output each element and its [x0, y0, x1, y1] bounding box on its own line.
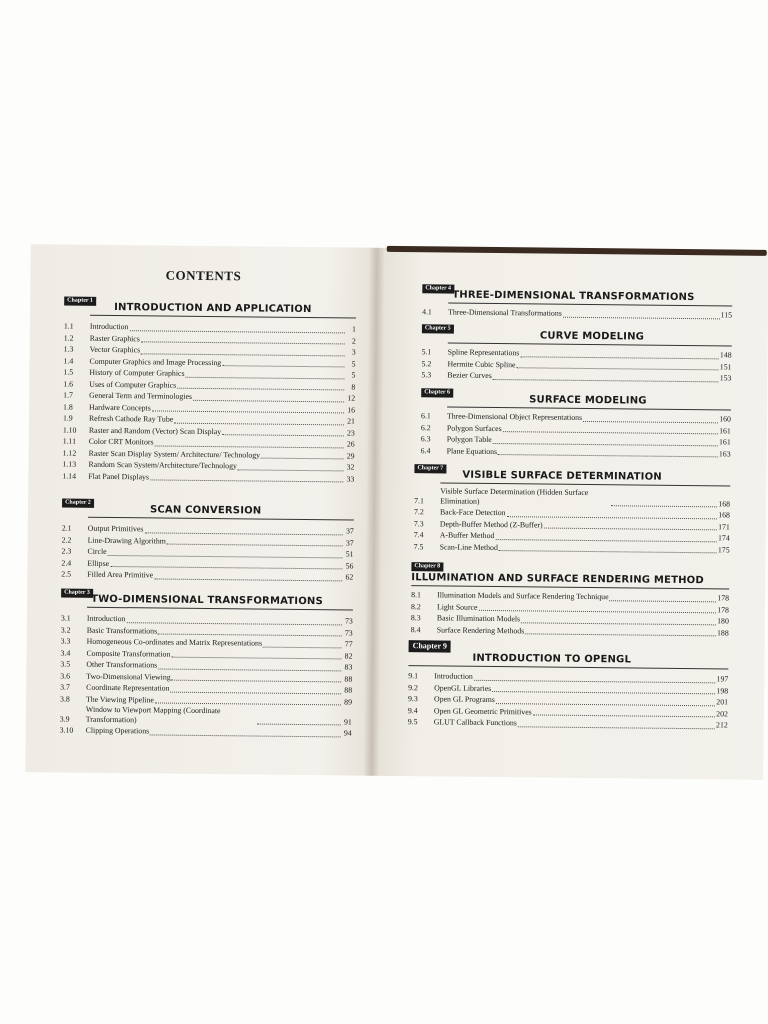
toc-entry[interactable]: 8.4 Surface Rendering Methods 188	[410, 624, 729, 637]
toc-entry[interactable]: 1.9 Refresh Cathode Ray Tube 21	[62, 413, 355, 426]
toc-entry[interactable]: 8.3 Basic Illumination Models 180	[410, 613, 729, 626]
toc-entry[interactable]: 3.3 Homogeneous Co-ordinates and Matrix Representations 77	[60, 636, 353, 649]
toc-entry[interactable]: 6.1 Three-Dimensional Object Representations 160	[420, 411, 732, 424]
toc-entry[interactable]: 2.3 Circle 51	[61, 546, 354, 559]
chapter-title: TWO-DIMENSIONAL TRANSFORMATIONS	[91, 593, 323, 608]
toc-list	[61, 522, 354, 583]
chapter-title: INTRODUCTION TO OPENGL	[472, 652, 632, 666]
toc-entry[interactable]: 1.11 Color CRT Monitors 26	[62, 436, 355, 449]
chapter-5	[421, 324, 732, 384]
toc-entry[interactable]: 1.13 Random Scan System/Architecture/Technology 32	[62, 459, 355, 472]
toc-entry[interactable]: 5.2 Hermite Cubic Spline 151	[421, 358, 732, 371]
toc-entry[interactable]: 8.1 Illumination Models and Surface Rendering Technique 178	[411, 590, 730, 603]
toc-entry[interactable]: 3.2 Basic Transformations 73	[60, 624, 353, 638]
toc-entry[interactable]: 7.1 Visible Surface Determination (Hidden Surface Elimination) 168	[414, 486, 731, 509]
chapter-badge: Chapter 8	[411, 562, 443, 571]
chapter-badge: Chapter 6	[421, 388, 453, 397]
chapter-3	[60, 588, 354, 739]
chapter-8	[411, 562, 730, 638]
toc-entry[interactable]: 3.1 Introduction 73	[60, 613, 353, 626]
toc-entry[interactable]: 3.7 Coordinate Representation 88	[60, 682, 353, 695]
toc-entry[interactable]: 2.2 Line-Drawing Algorithm 37	[61, 534, 354, 548]
toc-entry[interactable]: 3.5 Other Transformations 83	[60, 659, 353, 672]
toc-entry[interactable]: 3.8 The Viewing Pipeline 89	[59, 693, 353, 707]
chapter-badge: Chapter 4	[422, 284, 454, 293]
toc-list	[414, 486, 731, 555]
toc-entry[interactable]: 1.3 Vector Graphics 3	[63, 344, 356, 357]
toc-list	[411, 589, 729, 638]
chapter-title: SURFACE MODELING	[529, 394, 647, 407]
toc-entry[interactable]: 6.2 Polygon Surfaces 161	[420, 422, 731, 435]
chapter-7	[414, 464, 731, 555]
chapter-title: INTRODUCTION AND APPLICATION	[114, 302, 312, 316]
toc-entry[interactable]: 9.3 Open GL Programs 201	[407, 694, 729, 707]
toc-entry[interactable]: 9.2 OpenGL Libraries 198	[408, 682, 729, 695]
toc-entry[interactable]: 9.5 GLUT Callback Functions 212	[407, 717, 728, 730]
chapter-title: CURVE MODELING	[539, 330, 645, 343]
toc-list	[62, 321, 356, 485]
toc-list	[421, 346, 731, 384]
chapter-badge: Chapter 7	[414, 464, 446, 473]
toc-entry[interactable]: 3.6 Two-Dimensional Viewing 88	[60, 670, 353, 684]
left-page	[25, 244, 377, 776]
toc-list	[421, 410, 731, 459]
chapter-4	[422, 284, 732, 321]
toc-list	[408, 670, 729, 731]
chapter-badge: Chapter 9	[409, 640, 451, 652]
toc-entry[interactable]: 1.4 Computer Graphics and Image Processing 5	[63, 356, 356, 369]
toc-entry[interactable]: 1.7 General Term and Terminologies 12	[63, 390, 356, 403]
chapter-6	[421, 388, 732, 459]
toc-entry[interactable]: 9.4 Open GL Geometric Primitives 202	[407, 705, 728, 718]
chapter-badge: Chapter 5	[422, 324, 454, 333]
toc-entry[interactable]: 8.2 Light Source 178	[410, 601, 730, 614]
toc-entry[interactable]: 1.2 Raster Graphics 2	[63, 333, 356, 346]
chapter-1	[62, 297, 356, 485]
toc-entry[interactable]: 1.5 History of Computer Graphics 5	[63, 367, 356, 380]
toc-entry[interactable]: 7.5 Scan-Line Method 175	[413, 541, 730, 554]
chapter-badge: Chapter 3	[61, 588, 93, 597]
chapter-title: ILLUMINATION AND SURFACE RENDERING METHOD	[411, 572, 704, 587]
toc-entry[interactable]: 1.14 Flat Panel Displays 33	[62, 470, 355, 484]
toc-entry[interactable]: 2.1 Output Primitives 37	[61, 523, 354, 536]
toc-entry[interactable]: 1.1 Introduction 1	[63, 321, 356, 334]
open-book	[25, 244, 768, 780]
toc-entry[interactable]: 6.3 Polygon Table 161	[420, 434, 731, 447]
toc-entry[interactable]: 3.4 Composite Transformation 82	[60, 647, 353, 661]
toc-entry[interactable]: 1.8 Hardware Concepts 16	[63, 401, 356, 415]
chapter-badge: Chapter 1	[64, 297, 96, 306]
toc-entry[interactable]: 5.1 Spline Representations 148	[421, 347, 732, 360]
toc-entry[interactable]: 2.4 Ellipse 56	[61, 557, 354, 571]
toc-entry[interactable]: 7.3 Depth-Buffer Method (Z-Buffer) 171	[413, 518, 730, 531]
toc-entry[interactable]: 7.2 Back-Face Detection 168	[413, 507, 731, 520]
chapter-9	[408, 640, 729, 731]
toc-list	[422, 306, 732, 321]
chapter-2	[61, 498, 354, 583]
toc-entry[interactable]: 1.12 Raster Scan Display System/ Architecture/ Technology 29	[62, 447, 355, 461]
toc-entry[interactable]: 9.1 Introduction 197	[408, 671, 729, 684]
chapter-title: THREE-DIMENSIONAL TRANSFORMATIONS	[452, 289, 695, 304]
chapter-title: SCAN CONVERSION	[149, 504, 262, 517]
chapter-badge: Chapter 2	[62, 498, 94, 507]
toc-entry[interactable]: 1.10 Raster and Random (Vector) Scan Display 23	[62, 424, 355, 438]
toc-entry[interactable]: 3.9 Window to Viewport Mapping (Coordinate Transformation) 91	[59, 704, 352, 727]
toc-entry[interactable]: 2.5 Filled Area Primitive 62	[61, 569, 354, 582]
toc-entry[interactable]: 4.1 Three-Dimensional Transformations 115	[422, 307, 733, 320]
toc-list	[60, 612, 353, 739]
right-page	[371, 248, 768, 780]
chapter-title: VISIBLE SURFACE DETERMINATION	[462, 469, 662, 483]
toc-entry[interactable]: 1.6 Uses of Computer Graphics 8	[63, 378, 356, 392]
contents-title: CONTENTS	[165, 267, 242, 284]
toc-entry[interactable]: 7.4 A-Buffer Method 174	[413, 530, 730, 543]
toc-entry[interactable]: 6.4 Plane Equations 163	[420, 445, 731, 458]
toc-entry[interactable]: 5.3 Bezier Curves 153	[421, 370, 732, 383]
toc-entry[interactable]: 3.10 Clipping Operations 94	[59, 725, 352, 738]
